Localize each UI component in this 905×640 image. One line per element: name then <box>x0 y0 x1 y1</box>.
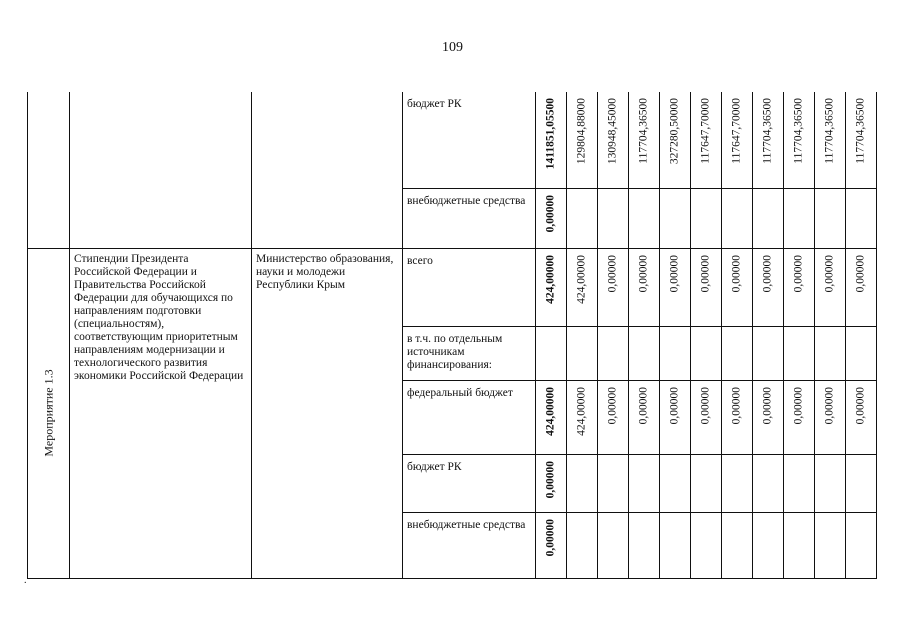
year-value-cell <box>815 188 846 248</box>
value-text: 424,00000 <box>544 386 557 436</box>
year-value-cell <box>629 454 660 512</box>
value-text: 0,00000 <box>823 254 836 292</box>
year-value-cell <box>722 454 753 512</box>
value-text: 0,00000 <box>544 518 557 556</box>
year-value-cell <box>567 380 598 454</box>
year-value-cell <box>753 248 784 326</box>
year-value-cell <box>784 188 815 248</box>
value-text: 0,00000 <box>637 254 650 292</box>
value-text: 424,00000 <box>575 386 588 436</box>
year-value-cell <box>660 188 691 248</box>
year-value-cell <box>784 92 815 188</box>
value-text: 0,00000 <box>544 194 557 232</box>
value-text: 327280,50000 <box>668 98 681 165</box>
year-value-cell <box>598 512 629 578</box>
total-cell <box>536 512 567 578</box>
year-value-cell <box>846 512 877 578</box>
executor-cell <box>252 92 403 248</box>
total-cell <box>536 454 567 512</box>
year-value-cell <box>598 454 629 512</box>
year-value-cell <box>598 248 629 326</box>
year-value-cell <box>846 454 877 512</box>
value-text: 0,00000 <box>730 386 743 424</box>
year-value-cell <box>691 248 722 326</box>
year-value-cell <box>722 248 753 326</box>
event-name: Стипендии Президента Российской Федерации и Правительства Российской Федерации для обучающихся по направлениям подготовки (специальностям), соответствующим приоритетным направлениям модернизации и технологического развития экономики Российской Федерации <box>70 248 252 578</box>
funding-source: всего <box>403 248 536 326</box>
total-cell <box>536 92 567 188</box>
value-text: 0,00000 <box>761 254 774 292</box>
year-value-cell <box>567 248 598 326</box>
year-value-cell <box>598 380 629 454</box>
budget-table <box>27 92 877 579</box>
year-value-cell <box>784 380 815 454</box>
year-value-cell <box>598 326 629 380</box>
year-value-cell <box>846 326 877 380</box>
funding-source: бюджет РК <box>403 454 536 512</box>
year-value-cell <box>722 380 753 454</box>
event-code-cell <box>28 92 70 248</box>
margin-mark: . <box>24 575 27 586</box>
value-text: 0,00000 <box>544 460 557 498</box>
value-text: 117647,70000 <box>730 98 743 164</box>
funding-source: внебюджетные средства <box>403 188 536 248</box>
event-code-cell <box>28 248 70 578</box>
value-text: 0,00000 <box>792 386 805 424</box>
year-value-cell <box>691 92 722 188</box>
value-text: 117704,36500 <box>637 98 650 164</box>
value-text: 130948,45000 <box>606 98 619 165</box>
value-text: 0,00000 <box>606 386 619 424</box>
year-value-cell <box>722 92 753 188</box>
year-value-cell <box>567 512 598 578</box>
total-cell <box>536 326 567 380</box>
event-code: Мероприятие 1.3 <box>41 369 55 457</box>
value-text: 117704,36500 <box>823 98 836 164</box>
value-text: 0,00000 <box>699 386 712 424</box>
year-value-cell <box>815 248 846 326</box>
value-text: 0,00000 <box>668 386 681 424</box>
year-value-cell <box>753 512 784 578</box>
year-value-cell <box>753 454 784 512</box>
year-value-cell <box>629 188 660 248</box>
year-value-cell <box>815 454 846 512</box>
table-row <box>28 92 877 188</box>
year-value-cell <box>815 92 846 188</box>
year-value-cell <box>722 326 753 380</box>
value-text: 0,00000 <box>854 386 867 424</box>
year-value-cell <box>660 92 691 188</box>
year-value-cell <box>784 248 815 326</box>
year-value-cell <box>784 512 815 578</box>
year-value-cell <box>753 188 784 248</box>
year-value-cell <box>567 188 598 248</box>
year-value-cell <box>567 92 598 188</box>
year-value-cell <box>598 188 629 248</box>
value-text: 129804,88000 <box>575 98 588 165</box>
value-text: 0,00000 <box>792 254 805 292</box>
value-text: 0,00000 <box>699 254 712 292</box>
year-value-cell <box>722 512 753 578</box>
value-text: 117647,70000 <box>699 98 712 164</box>
year-value-cell <box>784 454 815 512</box>
year-value-cell <box>567 454 598 512</box>
year-value-cell <box>691 326 722 380</box>
year-value-cell <box>660 326 691 380</box>
year-value-cell <box>660 454 691 512</box>
year-value-cell <box>753 326 784 380</box>
funding-source: бюджет РК <box>403 92 536 188</box>
year-value-cell <box>691 454 722 512</box>
year-value-cell <box>629 512 660 578</box>
year-value-cell <box>753 380 784 454</box>
year-value-cell <box>784 326 815 380</box>
value-text: 117704,36500 <box>792 98 805 164</box>
year-value-cell <box>846 248 877 326</box>
year-value-cell <box>722 188 753 248</box>
year-value-cell <box>660 248 691 326</box>
page-number: 109 <box>442 40 463 55</box>
value-text: 0,00000 <box>761 386 774 424</box>
executor: Министерство образования, науки и молодежи Республики Крым <box>252 248 403 578</box>
year-value-cell <box>598 92 629 188</box>
year-value-cell <box>815 326 846 380</box>
event-name-cell <box>70 92 252 248</box>
value-text: 0,00000 <box>730 254 743 292</box>
year-value-cell <box>629 380 660 454</box>
funding-source: федеральный бюджет <box>403 380 536 454</box>
year-value-cell <box>846 188 877 248</box>
total-cell <box>536 188 567 248</box>
total-cell <box>536 380 567 454</box>
value-text: 424,00000 <box>544 254 557 304</box>
funding-source: в т.ч. по отдельным источникам финансирования: <box>403 326 536 380</box>
total-cell <box>536 248 567 326</box>
value-text: 117704,36500 <box>854 98 867 164</box>
value-text: 0,00000 <box>668 254 681 292</box>
year-value-cell <box>691 512 722 578</box>
value-text: 0,00000 <box>823 386 836 424</box>
value-text: 1411851,05500 <box>544 98 557 170</box>
year-value-cell <box>567 326 598 380</box>
year-value-cell <box>846 92 877 188</box>
year-value-cell <box>815 512 846 578</box>
value-text: 117704,36500 <box>761 98 774 164</box>
value-text: 0,00000 <box>854 254 867 292</box>
value-text: 0,00000 <box>637 386 650 424</box>
year-value-cell <box>660 380 691 454</box>
year-value-cell <box>691 188 722 248</box>
year-value-cell <box>815 380 846 454</box>
funding-source: внебюджетные средства <box>403 512 536 578</box>
year-value-cell <box>629 92 660 188</box>
year-value-cell <box>691 380 722 454</box>
table-row <box>28 248 877 326</box>
value-text: 424,00000 <box>575 254 588 304</box>
year-value-cell <box>753 92 784 188</box>
year-value-cell <box>660 512 691 578</box>
year-value-cell <box>629 326 660 380</box>
value-text: 0,00000 <box>606 254 619 292</box>
year-value-cell <box>846 380 877 454</box>
year-value-cell <box>629 248 660 326</box>
